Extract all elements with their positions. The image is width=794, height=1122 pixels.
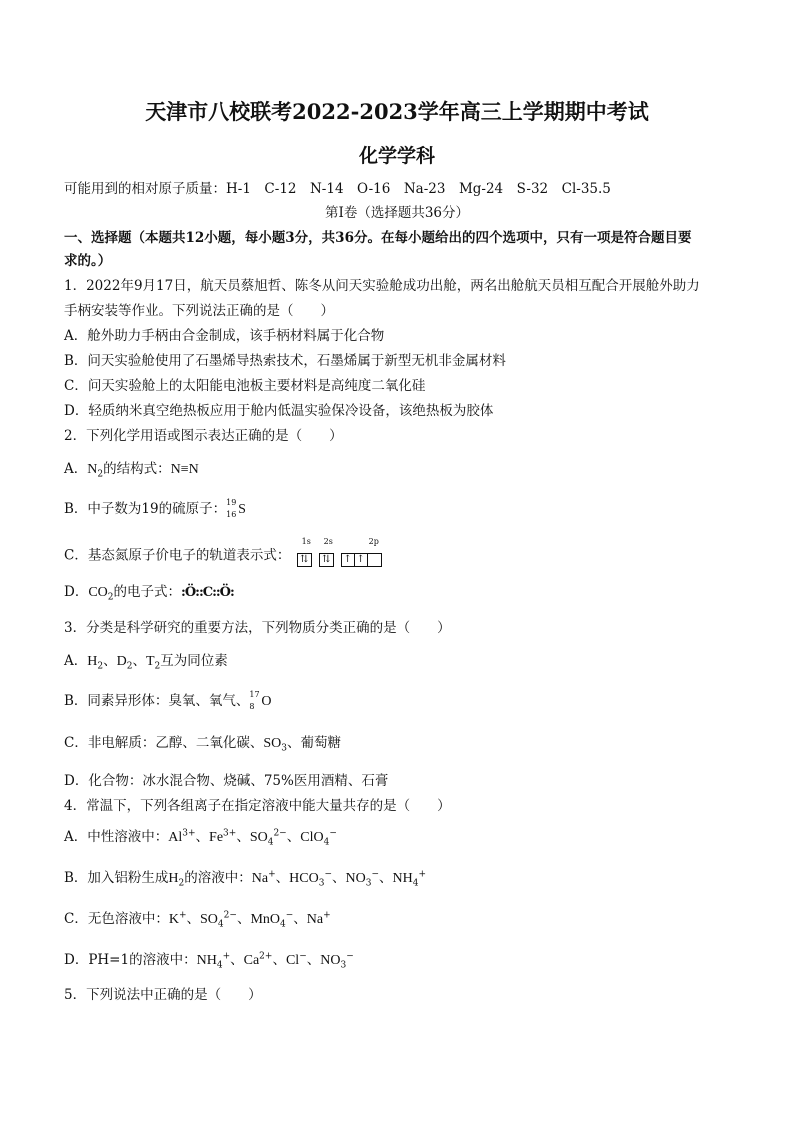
- oxygen-nuclide: 17 8: [249, 690, 260, 711]
- q3-option-b: B．同素异形体：臭氧、氧气、 17 8 O: [64, 690, 272, 711]
- q4-option-a: A．中性溶液中：$Al^{3+}$、$Fe^{3+}$、$SO_4^{2-}$、ClO$_4$−: [64, 828, 337, 848]
- section-instructions-cont: 求的。）: [64, 253, 112, 269]
- q3-option-a: A．$H_2$、$D_2$、$T_2$互为同位素: [64, 653, 228, 672]
- q1-option-a: A．舱外助力手柄由合金制成，该手柄材料属于化合物: [64, 328, 385, 344]
- orbital-diagram: 1s 2s 2p ⇅ ⇅ ↑ ↑: [297, 543, 407, 569]
- q4-option-d: D．PH=1的溶液中：$NH_4^+$、$Ca^{2+}$、Cl−、$NO_3^-$: [64, 951, 354, 971]
- q3-stem: 3．分类是科学研究的重要方法，下列物质分类正确的是（ ）: [64, 620, 451, 636]
- section-instructions: 一、选择题（本题共12小题，每小题3分，共36分。在每小题给出的四个选项中，只有一项是符合题目要: [64, 230, 692, 246]
- q3-option-c: C．非电解质：乙醇、二氧化碳、$SO_3$、葡萄糖: [64, 735, 341, 754]
- q1-stem-cont: 手柄安装等作业。下列说法正确的是（ ）: [64, 303, 334, 319]
- orbital-box-2s: ⇅: [319, 553, 334, 567]
- exam-title: 天津市八校联考2022-2023学年高三上学期期中考试: [145, 99, 649, 124]
- q1-option-d: D．轻质纳米真空绝热板应用于舱内低温实验保冷设备，该绝热板为胶体: [64, 403, 494, 419]
- co2-electron-formula: :Ö::C::Ö:: [181, 585, 234, 600]
- q3-option-d: D．化合物：冰水混合物、烧碱、75%医用酒精、石膏: [64, 773, 389, 789]
- q4-stem: 4．常温下，下列各组离子在指定溶液中能大量共存的是（ ）: [64, 798, 451, 814]
- orbital-box-2p: ↑ ↑: [341, 553, 382, 567]
- q1-option-c: C．问天实验舱上的太阳能电池板主要材料是高纯度二氧化硅: [64, 378, 426, 394]
- q2-option-c: C．基态氮原子价电子的轨道表示式： 1s 2s 2p ⇅ ⇅ ↑ ↑: [64, 543, 734, 569]
- orbital-box-1s: ⇅: [297, 553, 312, 567]
- q1-option-b: B．问天实验舱使用了石墨烯导热索技术，石墨烯属于新型无机非金属材料: [64, 353, 506, 369]
- q2-option-a: A．$N_2$的结构式：N≡N: [64, 461, 199, 480]
- sulfur-nuclide: 19 16: [226, 498, 237, 519]
- q2-option-d: D．$CO_2$的电子式：:Ö::C::Ö:: [64, 584, 234, 603]
- atomic-masses: 可能用到的相对原子质量：H-1 C-12 N-14 O-16 Na-23 Mg-24 S-32 Cl-35.5: [64, 181, 611, 197]
- q1-stem: 1．2022年9月17日，航天员蔡旭哲、陈冬从问天实验舱成功出舱，两名出舱航天员相互配合开展舱外助力: [64, 278, 700, 294]
- subject-title: 化学学科: [358, 145, 435, 167]
- q4-option-c: C．无色溶液中：K+、$SO_4^{2-}$、MnO$_4$−、Na+: [64, 910, 331, 930]
- q5-stem: 5．下列说法中正确的是（ ）: [64, 987, 262, 1003]
- q2-option-b: B．中子数为19的硫原子： 19 16 S: [64, 498, 246, 519]
- q4-option-b: B．加入铝粉生成$H_2$的溶液中：Na+、$HCO_3^-$、$NO_3^-$、$NH_4^+$: [64, 869, 427, 889]
- q2-stem: 2．下列化学用语或图示表达正确的是（ ）: [64, 428, 343, 444]
- n2-structure: N≡N: [170, 462, 199, 477]
- part-title: 第Ⅰ卷（选择题共36分）: [324, 205, 469, 221]
